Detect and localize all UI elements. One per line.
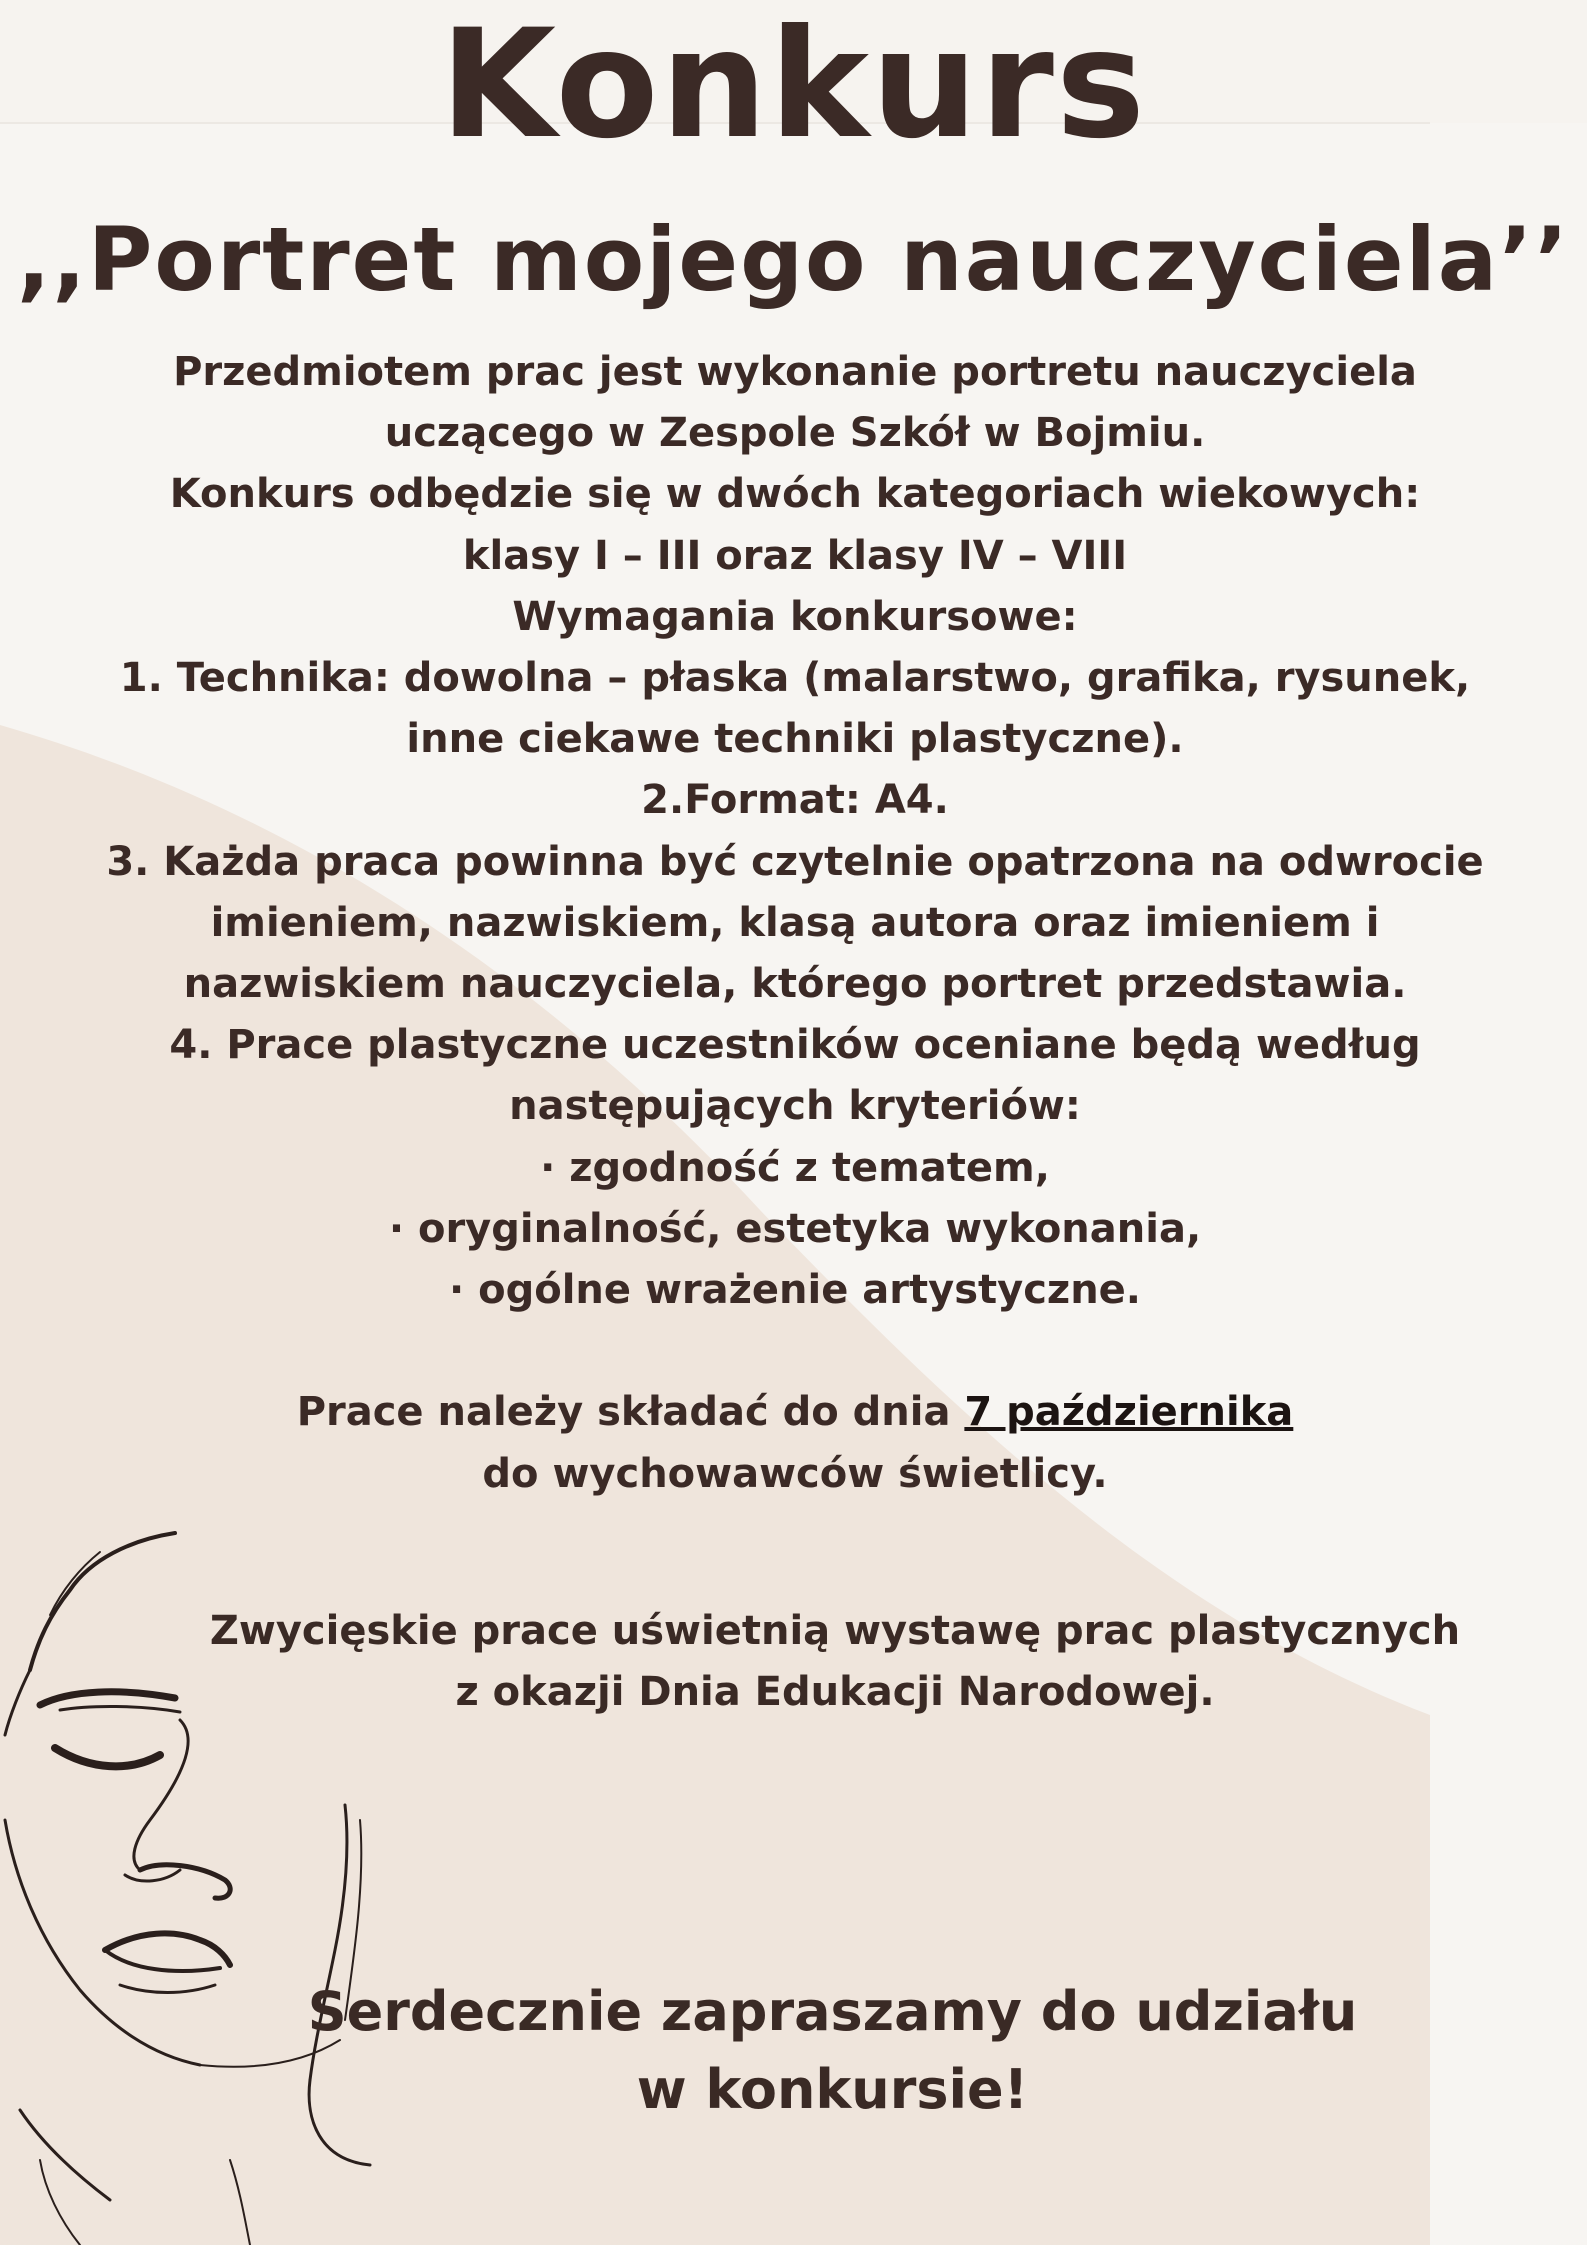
requirement-line: 1. Technika: dowolna – płaska (malarstwo, grafika, rysunek, bbox=[119, 655, 1471, 702]
intro-line: Przedmiotem prac jest wykonanie portretu nauczyciela bbox=[173, 349, 1417, 395]
intro-line: Konkurs odbędzie się w dwóch kategoriach wiekowych: bbox=[169, 471, 1421, 518]
requirement-line: 3. Każda praca powinna być czytelnie opatrzona na odwrocie bbox=[106, 838, 1484, 885]
winners-note bbox=[190, 1601, 1480, 1723]
contest-description bbox=[95, 342, 1495, 1505]
requirements-heading: Wymagania konkursowe: bbox=[512, 593, 1078, 640]
requirement-line: 4. Prace plastyczne uczestników oceniane będą według bbox=[169, 1022, 1421, 1069]
requirement-line: inne ciekawe techniki plastyczne). bbox=[406, 716, 1184, 763]
winners-line: z okazji Dnia Edukacji Narodowej. bbox=[455, 1669, 1215, 1715]
requirement-line: 2.Format: A4. bbox=[641, 777, 949, 824]
deadline-line bbox=[95, 1382, 1495, 1443]
criterion-item: · zgodność z tematem, bbox=[540, 1144, 1050, 1191]
requirement-line: następujących kryteriów: bbox=[509, 1083, 1081, 1130]
invitation bbox=[300, 1973, 1365, 2129]
criterion-item: · oryginalność, estetyka wykonania, bbox=[388, 1205, 1202, 1252]
page-title: Konkurs bbox=[439, 0, 1148, 172]
deadline-line-2: do wychowawców świetlicy. bbox=[482, 1450, 1108, 1497]
criterion-item: · ogólne wrażenie artystyczne. bbox=[449, 1267, 1141, 1314]
deadline-date: 7 października bbox=[964, 1389, 1294, 1436]
invite-line: w konkursie! bbox=[636, 2058, 1029, 2121]
deadline-prefix: Prace należy składać do dnia bbox=[296, 1389, 965, 1436]
contest-subtitle: ,,Portret mojego nauczyciela’’ bbox=[17, 208, 1570, 311]
requirement-line: imieniem, nazwiskiem, klasą autora oraz imieniem i bbox=[210, 899, 1380, 946]
intro-line: klasy I – III oraz klasy IV – VIII bbox=[462, 532, 1128, 579]
invite-line: Serdecznie zapraszamy do udziału bbox=[307, 1980, 1358, 2043]
intro-line: uczącego w Zespole Szkół w Bojmiu. bbox=[384, 410, 1206, 457]
requirement-line: nazwiskiem nauczyciela, którego portret przedstawia. bbox=[183, 961, 1407, 1008]
winners-line: Zwycięskie prace uświetnią wystawę prac plastycznych bbox=[209, 1608, 1461, 1654]
